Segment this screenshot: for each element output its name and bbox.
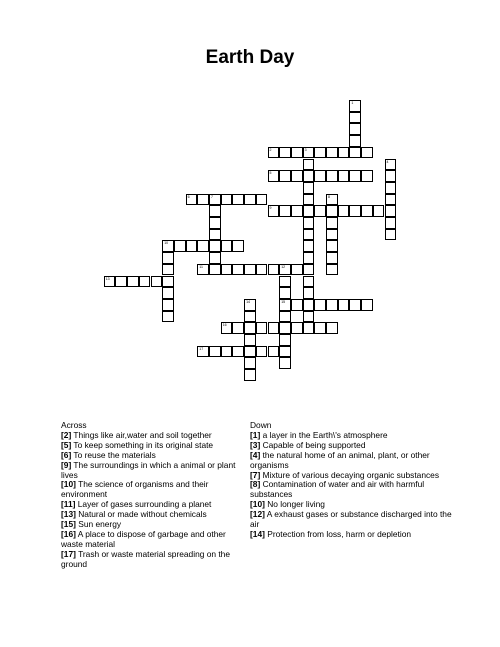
grid-cell[interactable]	[197, 264, 209, 276]
grid-cell[interactable]	[104, 276, 116, 288]
cell-number: 1	[351, 101, 354, 105]
across-clue	[61, 550, 250, 570]
cell-number: 6	[187, 194, 190, 199]
grid-cell[interactable]	[221, 194, 233, 206]
clue-text: To reuse the materials	[71, 449, 156, 460]
cell-number: 12	[281, 264, 286, 269]
grid-cell[interactable]	[303, 229, 315, 241]
grid-cell[interactable]	[221, 240, 233, 252]
grid-cell[interactable]	[197, 346, 209, 358]
grid-cell[interactable]	[314, 322, 326, 334]
clue-text: A exhaust gases or substance discharged into the air	[250, 509, 452, 530]
grid-cell[interactable]	[303, 170, 315, 182]
clue-text: Sun energy	[75, 519, 122, 530]
grid-cell[interactable]	[279, 311, 291, 323]
grid-cell[interactable]	[232, 264, 244, 276]
grid-cell[interactable]	[303, 252, 315, 264]
grid-cell[interactable]	[361, 299, 373, 311]
grid-cell[interactable]	[244, 299, 256, 311]
grid-cell[interactable]	[256, 194, 268, 206]
grid-cell[interactable]	[326, 264, 338, 276]
grid-cell[interactable]	[291, 264, 303, 276]
grid-cell[interactable]	[373, 205, 385, 217]
grid-cell[interactable]	[291, 299, 303, 311]
clue-number: [10]	[250, 499, 265, 510]
grid-cell[interactable]	[349, 112, 361, 124]
grid-cell[interactable]	[162, 240, 174, 252]
grid-cell[interactable]	[303, 264, 315, 276]
clue-text: a layer in the Earth\'s atmosphere	[260, 429, 388, 440]
cell-number: 11	[199, 264, 203, 269]
grid-cell[interactable]	[303, 276, 315, 288]
grid-cell[interactable]	[244, 194, 256, 206]
grid-cell[interactable]	[326, 229, 338, 241]
grid-cell[interactable]	[326, 147, 338, 159]
grid-cell[interactable]	[221, 346, 233, 358]
grid-cell[interactable]	[349, 147, 361, 159]
grid-cell[interactable]	[268, 264, 280, 276]
grid-cell[interactable]	[279, 322, 291, 334]
down-clue	[250, 480, 455, 500]
clue-number: [8]	[250, 479, 261, 490]
grid-cell[interactable]	[162, 264, 174, 276]
grid-cell[interactable]	[139, 276, 151, 288]
down-heading: Down	[250, 420, 272, 430]
grid-cell[interactable]	[326, 299, 338, 311]
clue-number: [5]	[61, 439, 72, 450]
across-clue	[61, 461, 250, 481]
clue-text: Protection from loss, harm or depletion	[264, 528, 412, 539]
grid-cell[interactable]	[244, 346, 256, 358]
clue-number: [9]	[61, 459, 72, 470]
grid-cell[interactable]	[303, 240, 315, 252]
grid-cell[interactable]	[244, 369, 256, 381]
grid-cell[interactable]	[326, 205, 338, 217]
grid-cell[interactable]	[303, 182, 315, 194]
grid-cell[interactable]	[279, 357, 291, 369]
clue-number: [16]	[61, 528, 76, 539]
grid-cell[interactable]	[268, 170, 280, 182]
grid-cell[interactable]	[209, 240, 221, 252]
grid-cell[interactable]	[209, 252, 221, 264]
clue-text: Natural or made without chemicals	[75, 509, 207, 520]
cell-number: 9	[269, 206, 272, 211]
grid-cell[interactable]	[338, 205, 350, 217]
grid-cell[interactable]	[326, 252, 338, 264]
grid-cell[interactable]	[162, 276, 174, 288]
cell-number: 2	[269, 147, 272, 152]
grid-cell[interactable]	[314, 147, 326, 159]
grid-cell[interactable]	[326, 170, 338, 182]
grid-cell[interactable]	[209, 205, 221, 217]
grid-cell[interactable]	[279, 205, 291, 217]
puzzle-title: Earth Day	[205, 47, 295, 68]
grid-cell[interactable]	[162, 299, 174, 311]
cell-number: 5	[269, 171, 272, 176]
across-clues	[61, 421, 250, 570]
grid-cell[interactable]	[197, 194, 209, 206]
grid-cell[interactable]	[115, 276, 127, 288]
clue-number: [4]	[250, 449, 261, 460]
grid-cell[interactable]	[209, 264, 221, 276]
grid-cell[interactable]	[232, 240, 244, 252]
clue-text: Layer of gases surrounding a planet	[75, 499, 212, 510]
clue-text: No longer living	[264, 499, 325, 510]
grid-cell[interactable]	[361, 205, 373, 217]
grid-cell[interactable]	[279, 170, 291, 182]
down-clues	[250, 421, 455, 540]
clue-text: Trash or waste material spreading on the ground	[61, 548, 230, 569]
grid-cell[interactable]	[291, 147, 303, 159]
grid-cell[interactable]	[127, 276, 139, 288]
grid-cell[interactable]	[256, 322, 268, 334]
grid-cell[interactable]	[303, 287, 315, 299]
down-clue	[250, 530, 455, 540]
grid-cell[interactable]	[338, 147, 350, 159]
grid-cell[interactable]	[361, 147, 373, 159]
grid-cell[interactable]	[361, 170, 373, 182]
cell-number: 17	[199, 346, 204, 351]
grid-cell[interactable]	[349, 170, 361, 182]
down-clue	[250, 510, 455, 530]
grid-cell[interactable]	[349, 135, 361, 147]
grid-cell[interactable]	[244, 334, 256, 346]
grid-cell[interactable]	[349, 299, 361, 311]
grid-cell[interactable]	[209, 346, 221, 358]
grid-cell[interactable]	[385, 194, 397, 206]
grid-cell[interactable]	[221, 264, 233, 276]
clue-text: To keep something in its original state	[71, 439, 214, 450]
grid-cell[interactable]	[256, 346, 268, 358]
grid-cell[interactable]	[279, 299, 291, 311]
cell-number: 16	[222, 323, 227, 328]
clue-number: [13]	[61, 509, 76, 520]
grid-cell[interactable]	[268, 205, 280, 217]
grid-cell[interactable]	[279, 287, 291, 299]
grid-cell[interactable]	[279, 346, 291, 358]
grid-cell[interactable]	[326, 322, 338, 334]
cell-number: 3	[304, 147, 307, 152]
clue-number: [15]	[61, 519, 76, 530]
grid-cell[interactable]	[256, 264, 268, 276]
cell-number: 10	[164, 241, 169, 246]
grid-cell[interactable]	[162, 287, 174, 299]
grid-cell[interactable]	[303, 147, 315, 159]
grid-cell[interactable]	[291, 322, 303, 334]
clue-text: The science of organisms and their environment	[61, 479, 209, 500]
clue-number: [11]	[61, 499, 76, 510]
grid-cell[interactable]	[186, 194, 198, 206]
grid-cell[interactable]	[385, 182, 397, 194]
grid-cell[interactable]	[326, 194, 338, 206]
cell-number: 13	[105, 276, 110, 281]
grid-cell[interactable]	[232, 322, 244, 334]
grid-cell[interactable]	[244, 322, 256, 334]
grid-cell[interactable]	[385, 170, 397, 182]
across-heading: Across	[61, 420, 87, 430]
grid-cell[interactable]	[291, 205, 303, 217]
clue-number: [12]	[250, 509, 265, 520]
grid-cell[interactable]	[349, 100, 361, 112]
clue-text: The surroundings in which a animal or plant lives	[61, 459, 236, 480]
clue-text: Capable of being supported	[260, 439, 366, 450]
grid-cell[interactable]	[197, 240, 209, 252]
clue-number: [1]	[250, 429, 261, 440]
clue-number: [7]	[250, 469, 261, 480]
across-clue	[61, 530, 250, 550]
grid-cell[interactable]	[268, 346, 280, 358]
grid-cell[interactable]	[314, 170, 326, 182]
grid-cell[interactable]	[221, 322, 233, 334]
clue-number: [14]	[250, 528, 265, 539]
grid-cell[interactable]	[385, 229, 397, 241]
grid-cell[interactable]	[303, 299, 315, 311]
grid-cell[interactable]	[326, 217, 338, 229]
cell-number: 14	[246, 299, 250, 304]
clue-text: A place to dispose of garbage and other waste material	[61, 528, 226, 549]
grid-cell[interactable]	[268, 322, 280, 334]
grid-cell[interactable]	[209, 217, 221, 229]
grid-cell[interactable]	[162, 252, 174, 264]
grid-cell[interactable]	[244, 311, 256, 323]
grid-cell[interactable]	[314, 299, 326, 311]
grid-cell[interactable]	[303, 205, 315, 217]
grid-cell[interactable]	[232, 194, 244, 206]
grid-cell[interactable]	[349, 205, 361, 217]
grid-cell[interactable]	[268, 147, 280, 159]
grid-cell[interactable]	[303, 322, 315, 334]
clue-number: [3]	[250, 439, 261, 450]
cell-number: 7	[211, 194, 213, 199]
cell-number: 8	[328, 194, 330, 199]
down-clue-list	[250, 431, 455, 540]
grid-cell[interactable]	[209, 194, 221, 206]
clue-number: [6]	[61, 449, 72, 460]
grid-cell[interactable]	[338, 299, 350, 311]
grid-cell[interactable]	[279, 264, 291, 276]
clue-number: [10]	[61, 479, 76, 490]
grid-cell[interactable]	[303, 194, 315, 206]
grid-cell[interactable]	[338, 170, 350, 182]
grid-cell[interactable]	[326, 240, 338, 252]
grid-cell[interactable]	[244, 357, 256, 369]
grid-cell[interactable]	[303, 217, 315, 229]
grid-cell[interactable]	[244, 264, 256, 276]
cell-number: 15	[281, 299, 286, 304]
grid-cell[interactable]	[303, 159, 315, 171]
grid-cell[interactable]	[186, 240, 198, 252]
grid-cell[interactable]	[385, 217, 397, 229]
clue-number: [2]	[61, 429, 72, 440]
across-clue-list	[61, 431, 250, 570]
clue-text: Things like air,water and soil together	[71, 429, 212, 440]
grid-cell[interactable]	[385, 159, 397, 171]
grid-cell[interactable]	[162, 311, 174, 323]
down-clue	[250, 451, 455, 471]
grid-cell[interactable]	[314, 205, 326, 217]
grid-cell[interactable]	[174, 240, 186, 252]
grid-cell[interactable]	[151, 276, 163, 288]
clue-text: Contamination of water and air with harmful substances	[250, 479, 425, 500]
grid-cell[interactable]	[303, 311, 315, 323]
clue-text: the natural home of an animal, plant, or other organisms	[250, 449, 430, 470]
grid-cell[interactable]	[349, 123, 361, 135]
across-clue	[61, 480, 250, 500]
grid-cell[interactable]	[279, 276, 291, 288]
cell-number: 4	[386, 159, 389, 164]
grid-cell[interactable]	[279, 147, 291, 159]
clue-text: Mixture of various decaying organic substances	[260, 469, 440, 480]
grid-cell[interactable]	[209, 229, 221, 241]
grid-cell[interactable]	[385, 205, 397, 217]
clue-number: [17]	[61, 548, 76, 559]
grid-cell[interactable]	[279, 334, 291, 346]
grid-cell[interactable]	[291, 170, 303, 182]
grid-cell[interactable]	[232, 346, 244, 358]
